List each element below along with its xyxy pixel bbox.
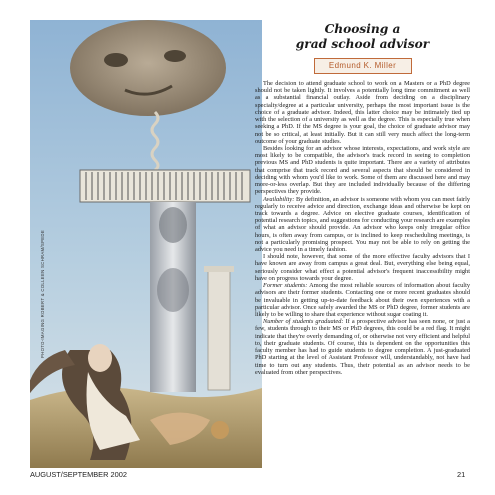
issue-date: AUGUST/SEPTEMBER 2002 <box>30 470 127 479</box>
article-body <box>255 80 470 376</box>
page-number: 21 <box>457 470 466 479</box>
title-line-2: grad school advisor <box>295 37 430 51</box>
title-line-1: Choosing a <box>324 22 401 36</box>
section-lead-former-students: Former students: <box>263 282 308 290</box>
paragraph: I should note, however, that some of the more effective faculty advisors that I have known are away from campus a great deal. But, everything else being equal, seriously consider what effect a potential advisor's frequent inaccessibility might have on progress towards your degree. <box>255 253 470 282</box>
paragraph: Number of students graduated: If a prospective advisor has seen none, or just a few, students through to their MS or PhD degrees, this could be a red flag. It might indicate that they're overly demanding of, or otherwise not very efficient and helpful to, their graduate students. Of course, this is dependent on the opportunities this faculty member has had to guide students to degree completion. A just-graduated PhD starting at the level of Assistant Professor will, understandably, not have had time to turn out any students. Thus, their potential as an advisor needs to be evaluated from other perspectives. <box>255 318 470 376</box>
paragraph: Availability: By definition, an advisor is someone with whom you can meet fairly regularly to receive advice and direction, exchange ideas and otherwise be kept on track towards a degree. Advice on elective graduate courses, identification of potential research topics, and suggestions for conducting your research are examples of what an advisor should provide. An advisor who keeps only irregular office hours, is often away from campus, or is inclined to keep rescheduling meetings, is not a particularly promising prospect. You may not be able to rely on getting the advice you need in a timely fashion. <box>255 195 471 254</box>
section-lead-availability: Availability: <box>263 195 295 203</box>
photo-credit: PHOTO-IMAGING ROBERT & COLLEEN SCHRAM/SPEDE <box>40 230 45 358</box>
collage-image <box>30 20 262 468</box>
section-lead-number-graduated: Number of students graduated: <box>263 318 344 326</box>
paragraph: The decision to attend graduate school to work on a Masters or a PhD degree should not be taken lightly. It involves a potentially long time commitment as well as a substantial financial outlay. Aside from deciding on a disciplinary specialty/degree at a particular university, perhaps the most important issue is the choice of a graduate advisor. Indeed, this latter choice may be intimately tied up with the selection of a university as well as the degree. This is especially true when seeking a PhD. If the MS degree is your goal, the choice of graduate advisor may not be so critical, at least initially. But it can still very much affect the long-term outcome of your graduate studies. <box>255 80 470 145</box>
paragraph: Former students: Among the most reliable sources of information about faculty advisors are their former students. Contacting one or more recent graduates should be invaluable in getting up-to-date feedback about their own experiences with a particular advisor. Once safely awarded the MS or PhD degree, former students are likely to be willing to share that experience without sugar coating it. <box>255 282 471 318</box>
article-title <box>255 22 470 52</box>
paragraph: Besides looking for an advisor whose interests, expectations, and work style are most likely to be compatible, the advisor's track record in seeing to completion previous MS and PhD students is quite important. There are a variety of attributes that comprise that track record and several aspects that should be considered in deciding with whom you'd like to work. Some of them are discussed here and may more-or-less overlap. But they are included individually because of the differing perspectives they provide. <box>255 144 470 196</box>
author-name: Edmund K. Miller <box>314 58 412 74</box>
article-illustration <box>30 20 262 468</box>
article-column <box>255 22 470 376</box>
